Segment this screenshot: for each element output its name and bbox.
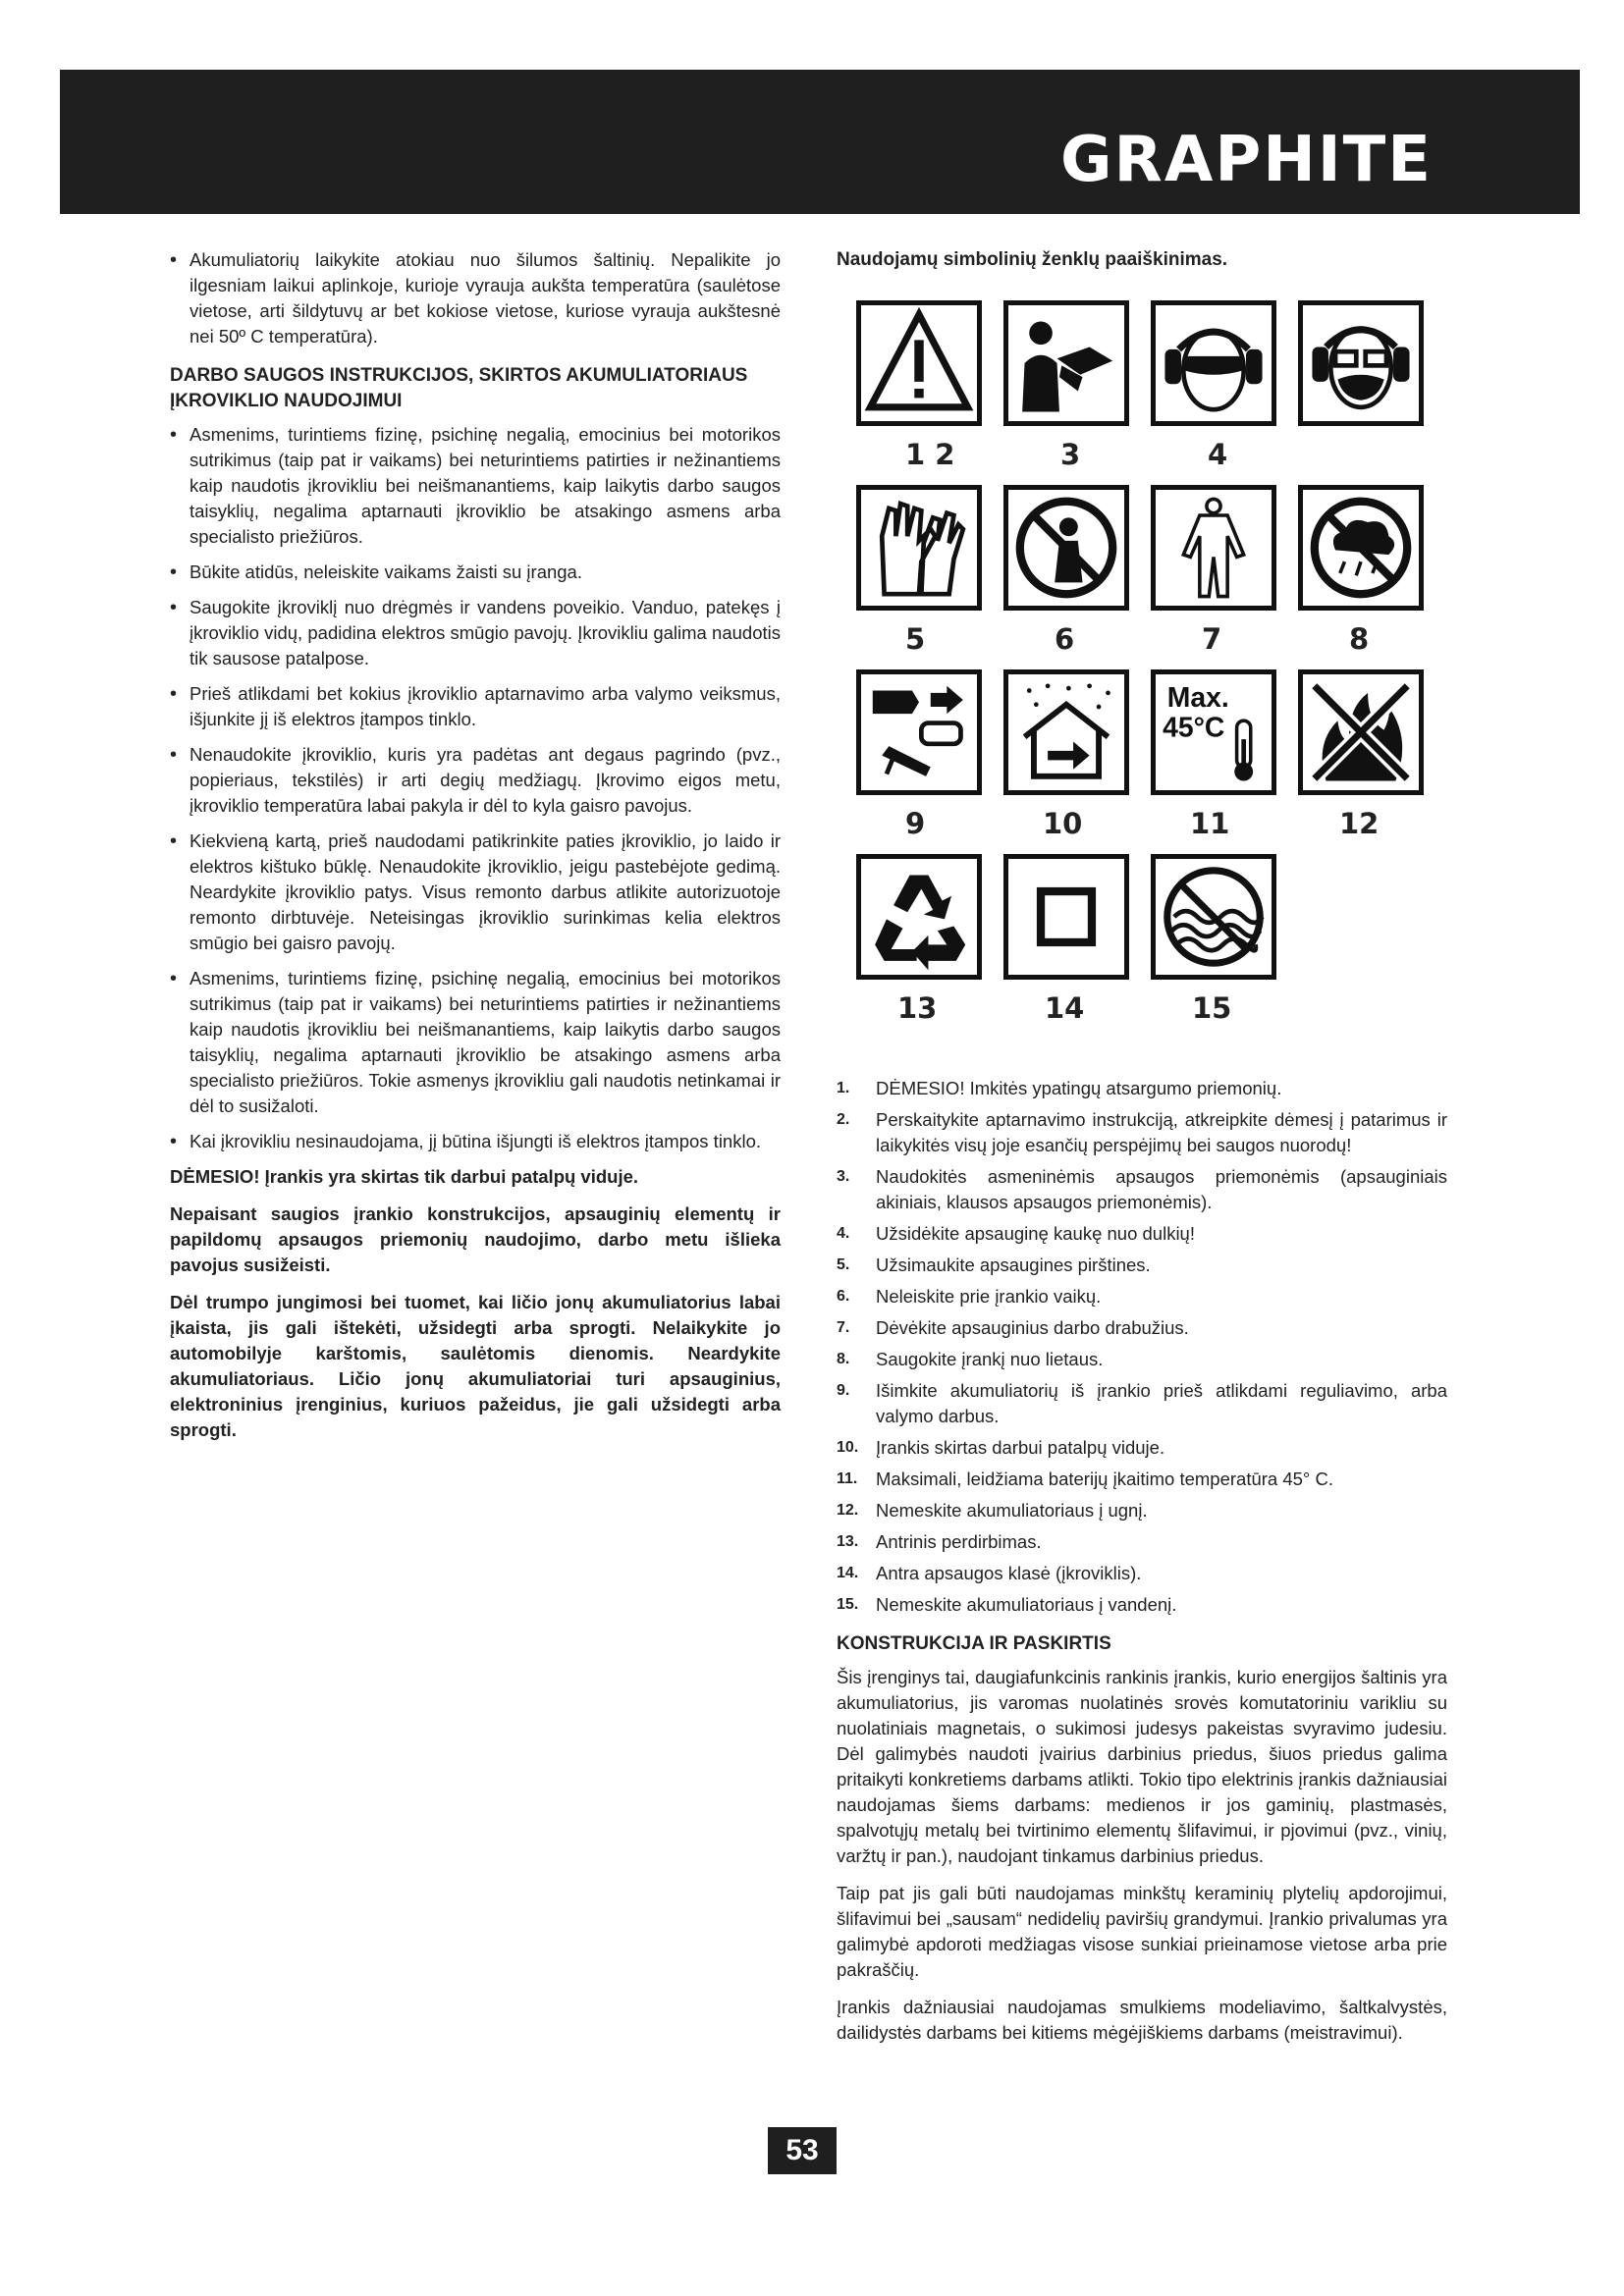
list-item: 1. DĖMESIO! Imkitės ypatingų atsargumo priemonių. xyxy=(837,1078,1282,1098)
dust-mask-icon xyxy=(1298,300,1424,426)
list-item: • Prieš atlikdami bet kokius įkroviklio aptarnavimo arba valymo veiksmus, išjunkite jį iš elektros įtampos tinklo. xyxy=(170,681,781,732)
max-temp-line2: 45°C xyxy=(1163,712,1225,744)
charger-safety-heading: DARBO SAUGOS INSTRUKCIJOS, SKIRTOS AKUMULIATORIAUS ĮKROVIKLIO NAUDOJIMUI xyxy=(170,365,748,411)
symbols-legend-list xyxy=(837,1076,1447,1618)
symbols-grid xyxy=(837,300,1447,1037)
charger-safety-list xyxy=(170,422,781,1154)
page-number: 53 xyxy=(768,2127,837,2174)
list-item: 6. Neleiskite prie įrankio vaikų. xyxy=(837,1286,1102,1307)
bullet-heat-source: • Akumuliatorių laikykite atokiau nuo šilumos šaltinių. Nepalikite jo ilgesniam laikui aplinkoje, kurioje vyrauja aukšta temperatūra (saulėtose vietose, arti šildytuvų ar bet kokiose vietose, kuriose vyrauja aukštesnė nei 50º C temperatūra). xyxy=(170,247,781,349)
list-item: 2. Perskaitykite aptarnavimo instrukciją, atkreipkite dėmesį į patarimus ir laikykitės visų joje esančių perspėjimų bei saugos nuorodų! xyxy=(837,1109,1447,1155)
recycling-icon xyxy=(856,854,982,980)
max-temperature-icon xyxy=(1151,669,1276,795)
icon-number: 5 xyxy=(905,622,926,656)
list-item: 14. Antra apsaugos klasė (įkroviklis). xyxy=(837,1563,1142,1583)
icon-number: 12 xyxy=(1339,807,1380,840)
left-column xyxy=(170,247,781,1455)
icon-number: 6 xyxy=(1055,622,1075,656)
list-item: 9. Išimkite akumuliatorių iš įrankio prieš atlikdami reguliavimo, arba valymo darbus. xyxy=(837,1380,1447,1426)
construction-paragraph: Taip pat jis gali būti naudojamas minkštų keraminių plytelių apdorojimui, šlifavimui bei „sausam“ nedidelių paviršių grandymui. Įrankio privalumas yra galimybė apdoroti medžiagas visose sunkiai prieinamose vietose arba prie pakraščių. xyxy=(837,1883,1447,1980)
icon-number: 15 xyxy=(1192,991,1232,1025)
no-water-icon xyxy=(1151,854,1276,980)
list-item: 10. Įrankis skirtas darbui patalpų viduje. xyxy=(837,1437,1165,1458)
protective-clothing-icon xyxy=(1151,485,1276,611)
goggles-ear-protection-icon xyxy=(1151,300,1276,426)
list-item: • Saugokite įkroviklį nuo drėgmės ir vandens poveikio. Vanduo, patekęs į įkroviklio vidų, padidina elektros smūgio pavojų. Įkrovikliu galima naudotis tik sausose patalpose. xyxy=(170,595,781,671)
construction-paragraph: Šis įrenginys tai, daugiafunkcinis rankinis įrankis, kurio energijos šaltinis yra akumuliatorius, jis varomas nuolatinės srovės komutatoriniu varikliu su nuolatiniais magnetais, o sukimosi judesys pakeistas svyravimo judesiu. Dėl galimybės naudoti įvairius darbinius priedus, šiuos priedus galima pritaikyti konkretiems darbams atlikti. Tokio tipo elektrinis įrankis dažniausiai naudojamas šiems darbams: medienos ir jos gaminių, plastmasės, spalvotųjų metalų bei tvirtinimo elementų šlifavimui, ir pjovimui (pvz., vinių, varžtų ir pan.), naudojant tinkamus darbinius priedus. xyxy=(837,1667,1447,1866)
list-item: 5. Užsimaukite apsaugines pirštines. xyxy=(837,1255,1151,1275)
list-item: 8. Saugokite įrankį nuo lietaus. xyxy=(837,1349,1104,1369)
page-header xyxy=(60,70,1580,214)
list-item: 11. Maksimali, leidžiama baterijų įkaitimo temperatūra 45° C. xyxy=(837,1468,1333,1489)
icon-number: 3 xyxy=(1060,438,1081,471)
brand-logo: GRAPHITE xyxy=(1060,124,1433,196)
gloves-icon xyxy=(856,485,982,611)
list-item: 7. Dėvėkite apsauginius darbo drabužius. xyxy=(837,1317,1189,1338)
list-item: • Asmenims, turintiems fizinę, psichinę negalią, emocinius bei motorikos sutrikimus (taip pat ir vaikams) bei neturintiems patirties ir nežinantiems kaip naudotis įkrovikliu bei neišmanantiems, kaip laikytis darbo saugos taisyklių, negalima aptarnauti įkroviklio be atsakingo asmens arba specialisto priežiūros. Tokie asmenys įkrovikliu gali naudotis netinkamai ir dėl to susižaloti. xyxy=(170,966,781,1119)
class-two-insulation-icon xyxy=(1003,854,1129,980)
icon-number: 13 xyxy=(897,991,938,1025)
symbols-title: Naudojamų simbolinių ženklų paaiškinimas. xyxy=(837,249,1228,270)
list-item: 12. Nemeskite akumuliatoriaus į ugnį. xyxy=(837,1500,1148,1521)
list-item: • Kai įkrovikliu nesinaudojama, jį būtina išjungti iš elektros įtampos tinklo. xyxy=(170,1129,781,1154)
list-item: 4. Užsidėkite apsauginę kaukę nuo dulkių! xyxy=(837,1223,1195,1244)
indoor-use-icon xyxy=(1003,669,1129,795)
residual-risk-paragraph: Nepaisant saugios įrankio konstrukcijos, apsauginių elementų ir papildomų apsaugos priemonių naudojimo, darbo metu išlieka pavojus susižeisti. xyxy=(170,1203,781,1275)
read-manual-icon xyxy=(1003,300,1129,426)
warning-triangle-icon xyxy=(856,300,982,426)
remove-battery-icon xyxy=(856,669,982,795)
icon-number: 10 xyxy=(1043,807,1083,840)
list-item: • Kiekvieną kartą, prieš naudodami patikrinkite paties įkroviklio, jo laido ir elektros kištuko būklę. Nenaudokite įkroviklio, jeigu pastebėjote gedimą. Neardykite įkroviklio patys. Visus remonto darbus atlikite autorizuotoje remonto dirbtuvėje. Neteisingas įkroviklio surinkimas kelia elektros smūgio bei gaisro pavojų. xyxy=(170,828,781,956)
construction-paragraph: Įrankis dažniausiai naudojamas smulkiems modeliavimo, šaltkalvystės, dailidystės darbams bei kitiems mėgėjiškiems darbams (meistravimui). xyxy=(837,1997,1447,2043)
list-item: 15. Nemeskite akumuliatoriaus į vandenį. xyxy=(837,1594,1177,1615)
no-fire-icon xyxy=(1298,669,1424,795)
icon-number: 8 xyxy=(1349,622,1370,656)
list-item: 13. Antrinis perdirbimas. xyxy=(837,1531,1042,1552)
icon-number: 9 xyxy=(905,807,926,840)
no-rain-icon xyxy=(1298,485,1424,611)
max-temp-line1: Max. xyxy=(1166,682,1229,715)
no-children-icon xyxy=(1003,485,1129,611)
list-item: 3. Naudokitės asmeninėmis apsaugos priemonėmis (apsauginiais akiniais, klausos apsaugos priemonėmis). xyxy=(837,1166,1447,1212)
icon-number: 1 2 xyxy=(905,438,955,471)
indoor-warning: DĖMESIO! Įrankis yra skirtas tik darbui patalpų viduje. xyxy=(170,1166,639,1187)
list-item: • Nenaudokite įkroviklio, kuris yra padėtas ant degaus pagrindo (pvz., popieriaus, tekstilės) ir arti degių medžiagų. Įkrovimo eigos metu, įkroviklio temperatūra labai pakyla ir dėl to kyla gaisro pavojus. xyxy=(170,742,781,819)
intro-bullets xyxy=(170,247,781,349)
icon-number: 4 xyxy=(1208,438,1228,471)
list-item: • Būkite atidūs, neleiskite vaikams žaisti su įranga. xyxy=(170,560,781,585)
right-column xyxy=(837,247,1447,2057)
battery-warning-paragraph: Dėl trumpo jungimosi bei tuomet, kai ličio jonų akumuliatorius labai įkaista, jis gali ištekėti, užsidegti arba sprogti. Nelaikykite jo automobilyje karštomis, saulėtomis dienomis. Neardykite akumuliatoriaus. Ličio jonų akumuliatoriai turi apsauginius, elektroninius įrenginius, kuriuos pažeidus, jie gali užsidegti arba sprogti. xyxy=(170,1292,781,1440)
list-item: • Asmenims, turintiems fizinę, psichinę negalią, emocinius bei motorikos sutrikimus (taip pat ir vaikams) bei neturintiems patirties ir nežinantiems kaip naudotis įkrovikliu bei neišmanantiems, kaip laikytis darbo saugos taisyklių, negalima aptarnauti įkroviklio be atsakingo asmens arba specialisto priežiūros. xyxy=(170,422,781,550)
construction-heading: KONSTRUKCIJA IR PASKIRTIS xyxy=(837,1633,1111,1654)
icon-number: 7 xyxy=(1202,622,1222,656)
icon-number: 11 xyxy=(1190,807,1230,840)
icon-number: 14 xyxy=(1045,991,1085,1025)
